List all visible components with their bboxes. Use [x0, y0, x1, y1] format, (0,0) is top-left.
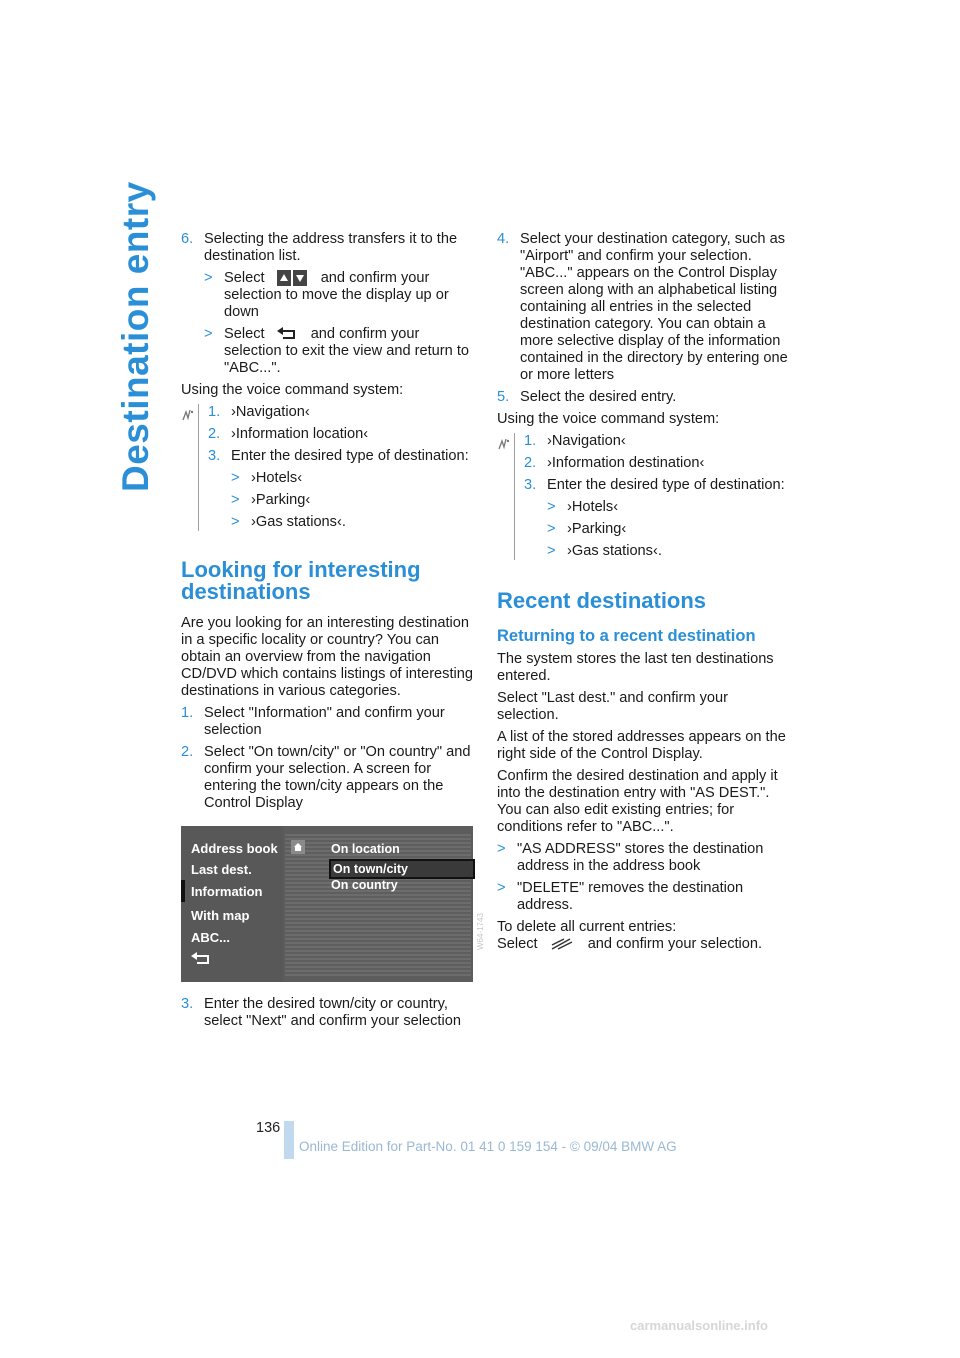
step-3: 3. Enter the desired town/city or country, select "Next" and confirm your selection	[181, 996, 461, 1029]
screen-menu	[181, 826, 283, 982]
step-6: 6. Selecting the address transfers it to the destination list.	[181, 231, 458, 264]
control-display-screenshot	[181, 826, 473, 982]
footer-accent-bar	[284, 1121, 294, 1159]
voice-bullet: > ›Parking‹	[231, 492, 311, 508]
section-side-title	[114, 181, 158, 492]
menu-item: Address book	[191, 841, 278, 856]
voice-intro-left: Using the voice command system:	[181, 382, 404, 398]
menu-item: With map	[191, 908, 250, 923]
voice-commands-left	[181, 404, 477, 531]
home-icon	[291, 840, 305, 854]
option-on-location: On location	[331, 842, 400, 856]
paragraph: A list of the stored addresses appears on the right side of the Control Display.	[497, 729, 786, 762]
step-4: 4. Select your destination category, such as "Airport" and confirm your selection. "ABC..." appears on the Control Display screen along with an alphabetical listing containing all entries in the selected destination category. You can obtain a more selective display of the information contained in the directory by entering one or more letters	[497, 231, 788, 383]
menu-selection-marker	[181, 880, 185, 902]
page-number: 136	[256, 1120, 281, 1136]
menu-item: ABC...	[191, 930, 230, 945]
footer-edition: Online Edition for Part-No. 01 41 0 159 154 - © 09/04 BMW AG	[299, 1139, 677, 1154]
voice-intro-right: Using the voice command system:	[497, 411, 720, 427]
up-down-arrows-icon	[277, 270, 307, 286]
step-1: 1. Select "Information" and confirm your selection	[181, 705, 445, 738]
voice-command-icon	[181, 408, 195, 422]
side-title-text: Destination entry	[115, 181, 156, 492]
voice-bullet: > ›Gas stations‹.	[547, 543, 662, 559]
paragraph: The system stores the last ten destinations entered.	[497, 651, 774, 684]
right-column	[497, 231, 793, 958]
option-on-country: On country	[331, 878, 398, 892]
screen-panel	[285, 834, 471, 976]
voice-step: 2. ›Information destination‹	[524, 455, 705, 471]
delete-all-icon	[550, 937, 574, 951]
voice-step: 1. ›Navigation‹	[524, 433, 626, 449]
bullet-scroll: > Select and confirm your selection to move the display up or down	[204, 270, 449, 320]
voice-bullet: > ›Parking‹	[547, 521, 627, 537]
option-on-town-city: On town/city	[329, 859, 475, 879]
voice-step: 3. Enter the desired type of destination:	[524, 477, 785, 493]
voice-bullet: > ›Hotels‹	[547, 499, 619, 515]
menu-item: Last dest.	[191, 862, 252, 877]
subheading-returning: Returning to a recent destination	[497, 627, 756, 645]
back-arrow-icon	[277, 326, 297, 342]
heading-recent-destinations: Recent destinations	[497, 588, 707, 613]
watermark: carmanualsonline.info	[630, 1318, 768, 1333]
voice-command-icon	[497, 437, 511, 451]
voice-step: 2. ›Information location‹	[208, 426, 369, 442]
voice-bullet: > ›Hotels‹	[231, 470, 303, 486]
bullet-back: > Select and confirm your selection to exit the view and return to "ABC...".	[204, 326, 469, 376]
step-5: 5. Select the desired entry.	[497, 389, 677, 405]
intro-paragraph: Are you looking for an interesting destination in a specific locality or country? You can obtain an overview from the navigation CD/DVD which contains listings of interesting destinations in various categories.	[181, 615, 473, 699]
voice-bullet: > ›Gas stations‹.	[231, 514, 346, 530]
left-column	[181, 231, 477, 1035]
paragraph: Confirm the desired destination and apply it into the destination entry with "AS DEST.". You can also edit existing entries; for conditions refer to "ABC...".	[497, 768, 778, 835]
bullet-as-address: > "AS ADDRESS" stores the destination address in the address book	[497, 841, 764, 874]
screen-back-icon	[191, 952, 211, 966]
paragraph: Select "Last dest." and confirm your selection.	[497, 690, 728, 723]
voice-commands-right	[497, 433, 793, 560]
paragraph: To delete all current entries:	[497, 919, 677, 935]
paragraph-delete-all: Select and confirm your selection.	[497, 936, 763, 952]
bullet-delete: > "DELETE" removes the destination address.	[497, 880, 744, 913]
voice-step: 1. ›Navigation‹	[208, 404, 310, 420]
voice-step: 3. Enter the desired type of destination:	[208, 448, 469, 464]
menu-item: Information	[191, 884, 263, 899]
heading-interesting-destinations: Looking for interesting destinations	[181, 557, 421, 604]
step-2: 2. Select "On town/city" or "On country" and confirm your selection. A screen for entering the town/city appears on the Control Display	[181, 744, 471, 811]
image-code: W64-1743	[476, 913, 485, 950]
